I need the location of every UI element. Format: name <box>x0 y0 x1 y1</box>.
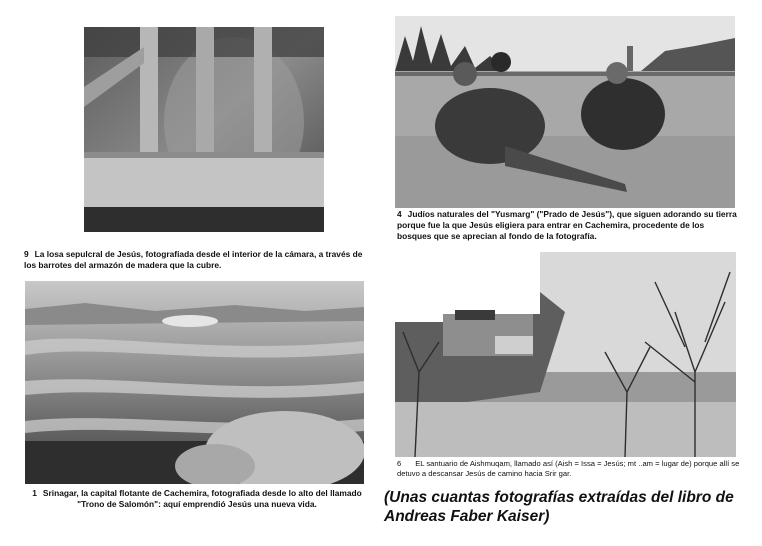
credit-line-2: Andreas Faber Kaiser) <box>384 508 550 525</box>
photo-aishmuqam-sanctuary <box>395 252 736 457</box>
caption-text: Srinagar, la capital flotante de Cachemira, fotografiada desde lo alto del llamado "Trono de Salomón": aquí emprendió Jesús una nueva vida. <box>42 488 362 509</box>
caption-number: 1 <box>32 488 37 498</box>
caption-photo-9 <box>24 249 364 271</box>
photo-yusmarg-meadow <box>395 16 735 208</box>
caption-photo-6 <box>397 459 742 479</box>
caption-number: 6 <box>397 459 402 468</box>
credit-line-1: (Unas cuantas fotografías extraídas del libro de <box>384 489 734 506</box>
caption-text: La losa sepulcral de Jesús, fotografiada desde el interior de la cámara, a través de los barrotes del armazón de madera que la cubre. <box>24 249 363 270</box>
caption-text: Judíos naturales del "Yusmarg" ("Prado de Jesús"), que siguen adorando su tierra porque fue la que Jesús eligiera para entrar en Cachemira, procedente de los bosques que se aprecian al fondo de la fotografía. <box>397 209 737 241</box>
caption-number: 4 <box>397 209 402 219</box>
caption-number: 9 <box>24 249 29 259</box>
book-credit <box>384 488 759 526</box>
photo-srinagar <box>25 281 364 484</box>
photo-tomb-slab <box>84 27 324 232</box>
caption-photo-4 <box>397 209 737 242</box>
caption-photo-1 <box>32 488 362 510</box>
caption-text: EL santuario de Aishmuqam, llamado así (Aish = Issa = Jesús; mt ..am = lugar de) porque allí se detuvo a descansar Jesús de camino hacia Srir gar. <box>397 459 740 478</box>
